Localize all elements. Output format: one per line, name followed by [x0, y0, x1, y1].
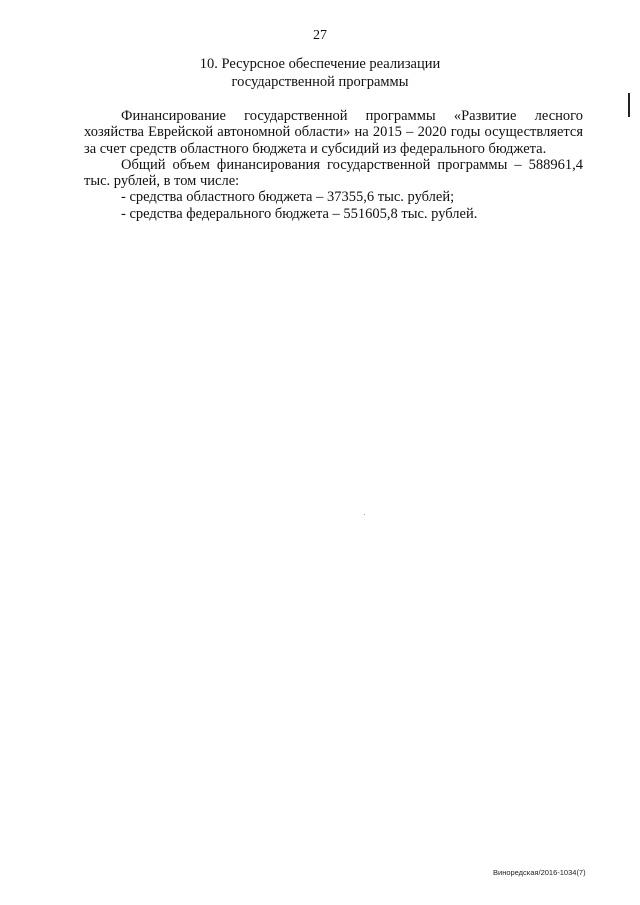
- financing-paragraph: Финансирование государственной программы «Развитие лесного хозяйства Еврейской автономной области» на 2015 – 2020 годы осуществляется за счет средств областного бюджета и субсидий из федерального бюджета.: [84, 108, 583, 157]
- section-title: [0, 55, 640, 91]
- right-margin-mark: [628, 93, 630, 117]
- list-item-regional-budget: - средства областного бюджета – 37355,6 тыс. рублей;: [121, 189, 455, 206]
- total-volume-paragraph: Общий объем финансирования государственной программы – 588961,4 тыс. рублей, в том числе:: [84, 156, 583, 190]
- document-body: [84, 108, 583, 222]
- page-number: 27: [313, 28, 327, 43]
- scan-speck: [364, 514, 365, 515]
- footer-document-code: Виноредская/2016-1034(7): [493, 868, 586, 877]
- section-title-line-2: государственной программы: [231, 74, 409, 90]
- list-item-federal-budget: - средства федерального бюджета – 551605,8 тыс. рублей.: [121, 205, 478, 222]
- section-title-line-1: 10. Ресурсное обеспечение реализации: [199, 56, 441, 72]
